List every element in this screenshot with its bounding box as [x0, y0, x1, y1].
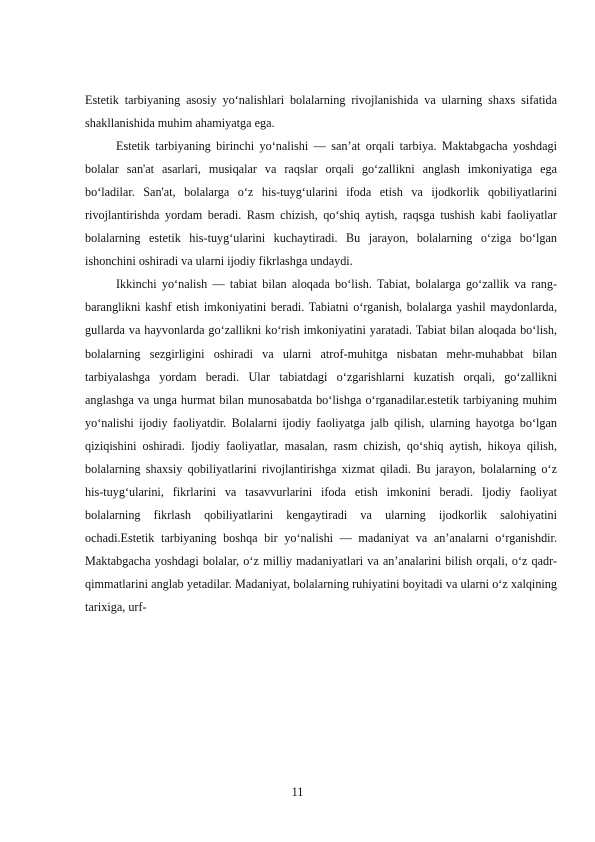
document-body	[85, 89, 557, 619]
page-number: 11	[291, 785, 304, 799]
paragraph-art-direction: Estetik tarbiyaning birinchi yo‘nalishi — san’at orqali tarbiya. Maktabgacha yoshdagi bolalar san'at asarlari, musiqalar va raqslar orqali go‘zallikni anglash imkoniyatiga ega bo‘ladilar. San'at, bolalarga o‘z his-tuyg‘ularini ifoda etish va ijodkorlik qobiliyatlarini rivojlantirishda yordam beradi. Rasm chizish, qo‘shiq aytish, raqsga tushish kabi faoliyatlar bolalarning estetik his-tuyg‘ularini kuchaytiradi. Bu jarayon, bolalarning o‘ziga bo‘lgan ishonchini oshiradi va ularni ijodiy fikrlashga undaydi.	[85, 139, 557, 269]
paragraph-intro: Estetik tarbiyaning asosiy yo‘nalishlari bolalarning rivojlanishida va ularning shaxs sifatida shakllanishida muhim ahamiyatga ega.	[85, 93, 557, 131]
paragraph-nature-direction: Ikkinchi yo‘nalish — tabiat bilan aloqada bo‘lish. Tabiat, bolalarga go‘zallik va rang-baranglikni kashf etish imkoniyatini beradi. Tabiatni o‘rganish, bolalarga yashil maydonlarda, gullarda va hayvonlarda go‘zallikni ko‘rish imkoniyatini yaratadi. Tabiat bilan aloqada bo‘lish, bolalarning sezgirligini oshiradi va ularni atrof-muhitga nisbatan mehr-muhabbat bilan tarbiyalashga yordam beradi. Ular tabiatdagi o‘zgarishlarni kuzatish orqali, go‘zallikni anglashga va unga hurmat bilan munosabatda bo‘lishga o‘rganadilar.estetik tarbiyaning muhim yo‘nalishi ijodiy faoliyatdir. Bolalarni ijodiy faoliyatga jalb qilish, ularning hayotga bo‘lgan qiziqishini oshiradi. Ijodiy faoliyatlar, masalan, rasm chizish, qo‘shiq aytish, hikoya qilish, bolalarning shaxsiy qobiliyatlarini rivojlantirishga xizmat qiladi. Bu jarayon, bolalarning o‘z his-tuyg‘ularini, fikrlarini va tasavvurlarini ifoda etish imkonini beradi. Ijodiy faoliyat bolalarning fikrlash qobiliyatlarini kengaytiradi va ularning ijodkorlik salohiyatini ochadi.Estetik tarbiyaning boshqa bir yo‘nalishi — madaniyat va an’analarni o‘rganishdir. Maktabgacha yoshdagi bolalar, o‘z milliy madaniyatlari va an’analarini bilish orqali, o‘z qadr-qimmatlarini anglab yetadilar. Madaniyat, bolalarning ruhiyatini boyitadi va ularni o‘z xalqining tarixiga, urf-	[85, 277, 557, 615]
